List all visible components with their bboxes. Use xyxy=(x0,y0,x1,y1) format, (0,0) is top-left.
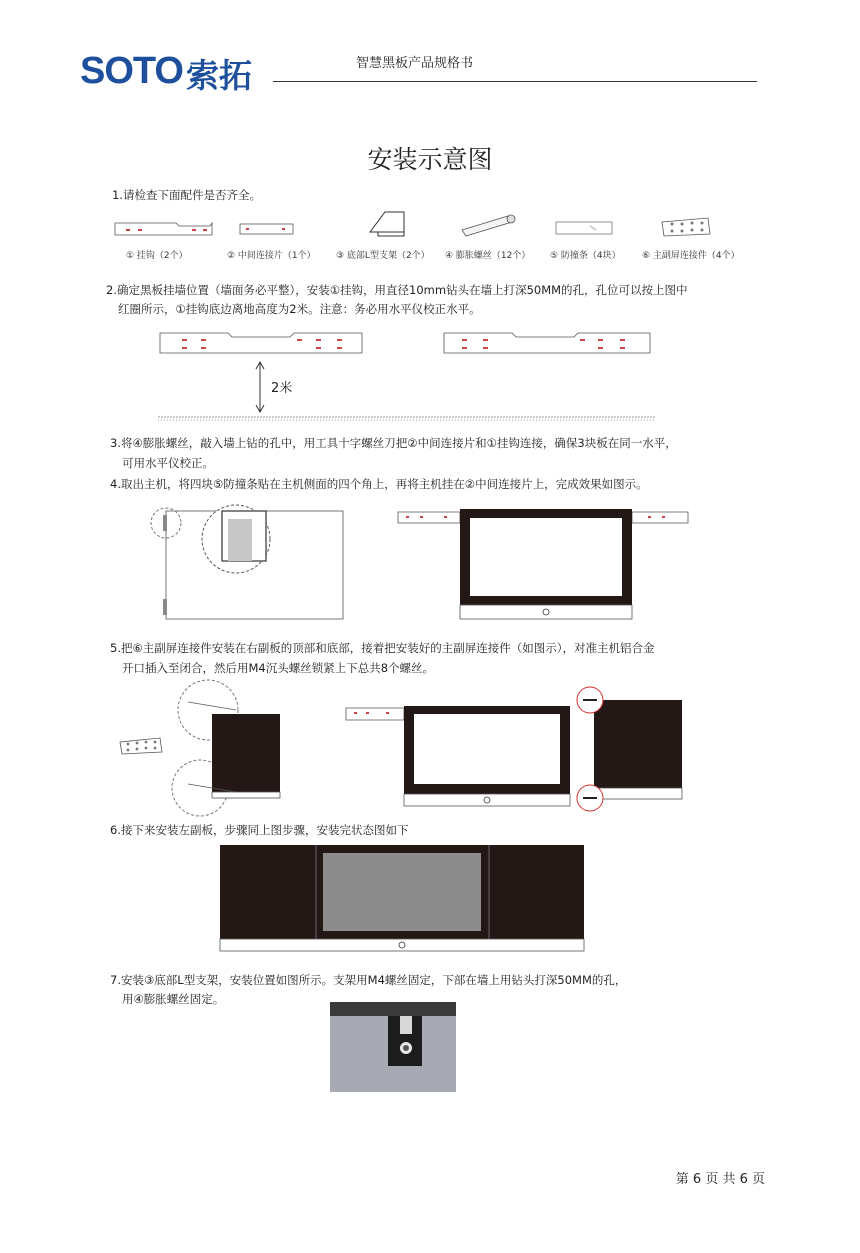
l-bracket-photo xyxy=(330,1002,456,1092)
step6-line1: 6.接下来安装左副板，步骤同上图步骤，安装完状态图如下 xyxy=(110,823,409,837)
right-hook-diagram xyxy=(444,333,650,353)
part-label-3: ③ 底部L型支架（2个） xyxy=(336,251,430,261)
completed-blackboard-diagram xyxy=(0,840,860,960)
step7-line2: 用④膨胀螺丝固定。 xyxy=(122,992,225,1006)
step2-line1: 2.确定黑板挂墙位置（墙面务必平整），安装①挂钩，用直径10mm钻头在墙上打深50MM的孔，孔位可以按上图中 xyxy=(106,283,688,297)
height-arrow xyxy=(256,362,264,412)
step7-line1: 7.安装③底部L型支架，安装位置如图所示。支架用M4螺丝固定，下部在墙上用钻头打深50MM的孔， xyxy=(110,973,627,987)
bumper-strip-part-image xyxy=(556,222,612,234)
connector-detail-diagram xyxy=(120,680,280,816)
left-hook-diagram xyxy=(160,333,362,353)
step1-text: 1.请检查下面配件是否齐全。 xyxy=(112,188,261,202)
middle-plate-part-image xyxy=(240,224,293,234)
page-title: 安装示意图 xyxy=(367,145,493,174)
step3-line1: 3.将④膨胀螺丝，敲入墙上钻的孔中，用工具十字螺丝刀把②中间连接片和①挂钩连接，确保3块板在同一水平， xyxy=(110,436,677,450)
step5-line2: 开口插入至闭合，然后用M4沉头螺丝锁紧上下总共8个螺丝。 xyxy=(122,661,435,675)
page-number: 第 6 页 共 6 页 xyxy=(675,1172,765,1187)
header-divider xyxy=(273,81,757,82)
parts-illustrations xyxy=(0,200,860,250)
part-label-4: ④ 膨胀螺丝（12个） xyxy=(445,251,531,261)
part-label-6: ⑥ 主副屏连接件（4个） xyxy=(642,251,740,261)
hook-position-diagram xyxy=(0,325,860,425)
part-label-2: ② 中间连接片（1个） xyxy=(227,251,316,261)
l-bracket-part-image xyxy=(370,212,404,236)
step5-diagrams xyxy=(0,680,860,820)
floor-line xyxy=(158,417,655,420)
brand-logo-latin: SOTO xyxy=(80,50,183,92)
brand-logo-chinese: 索拓 xyxy=(186,56,252,95)
host-mounted-diagram xyxy=(398,509,688,619)
height-label: 2米 xyxy=(271,381,293,396)
bumper-attach-diagram xyxy=(151,505,343,619)
part-label-1: ① 挂钩（2个） xyxy=(126,251,188,261)
assembly-diagram xyxy=(346,687,682,811)
expansion-screw-part-image xyxy=(462,215,515,236)
document-title: 智慧黑板产品规格书 xyxy=(356,56,474,71)
step3-line2: 可用水平仪校正。 xyxy=(122,456,214,470)
part-label-5: ⑤ 防撞条（4块） xyxy=(550,251,621,261)
step4-line1: 4.取出主机，将四块⑤防撞条贴在主机侧面的四个角上，再将主机挂在②中间连接片上，完成效果如图示。 xyxy=(110,477,648,491)
step2-line2: 红圈所示，①挂钩底边离地高度为2米。注意：务必用水平仪校正水平。 xyxy=(118,302,481,316)
connector-part-image xyxy=(662,218,710,236)
step5-line1: 5.把⑥主副屏连接件安装在右副板的顶部和底部，接着把安装好的主副屏连接件（如图示），对准主机铝合金 xyxy=(110,641,655,655)
hook-part-image xyxy=(115,223,212,235)
step4-diagrams xyxy=(0,495,860,625)
